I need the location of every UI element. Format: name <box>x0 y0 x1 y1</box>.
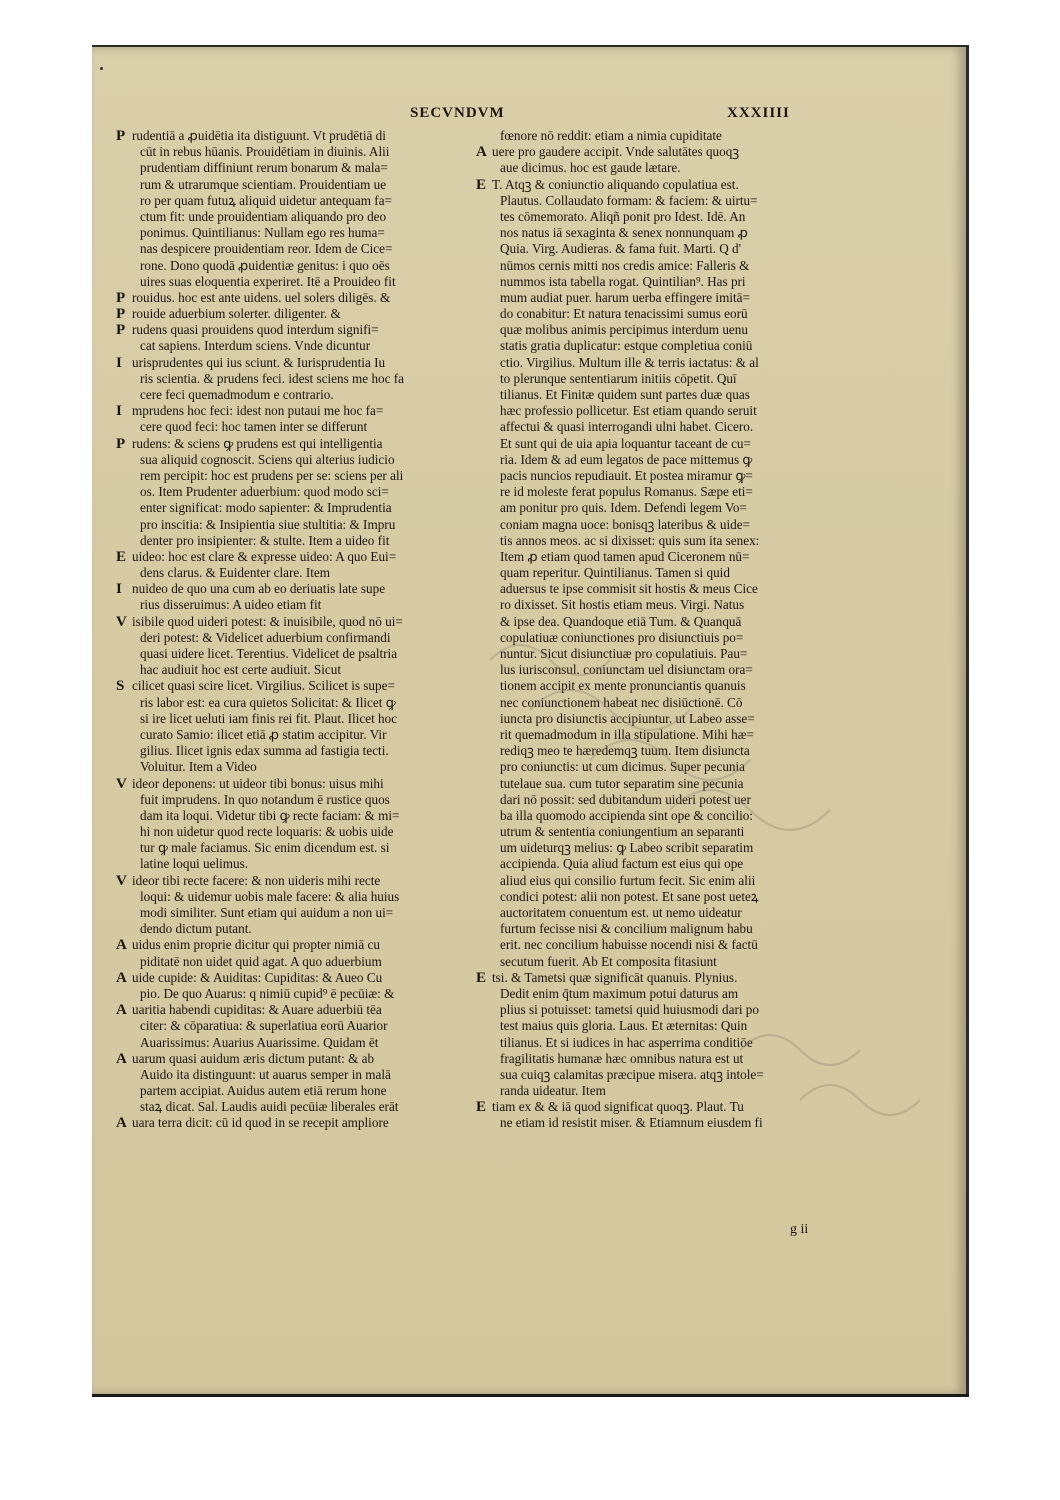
line-text: rem percipit: hoc est prudens per se: sciens per ali <box>140 467 404 483</box>
line-text: ro per quam futuꝝ aliquid uidetur antequam fa= <box>140 192 392 208</box>
text-line <box>480 193 845 209</box>
line-text: tilianus. Et si iudices in hac asperrima conditiōe <box>500 1034 753 1050</box>
line-text: am ponitur pro quis. Idem. Defendi legem Vo= <box>500 500 747 516</box>
text-line <box>116 322 482 339</box>
paragraph-initial: A <box>116 1115 127 1132</box>
text-line <box>120 824 482 840</box>
line-text: hæc professio pollicetur. Est etiam quando seruit <box>500 403 757 419</box>
text-line <box>480 921 845 937</box>
text-line <box>120 177 482 193</box>
line-text: nūmos cernis mitti nos credis amice: Falleris & <box>500 257 750 273</box>
text-line <box>116 354 482 371</box>
line-text: um uideturqꝫ melius: ꝙ Labeo scribit separatim <box>500 840 754 856</box>
text-line <box>480 873 845 889</box>
line-text: lus iurisconsul. coniunctam uel disiunctam ora= <box>500 662 753 678</box>
line-text: Auarissimus: Auarius Auarissime. Quidam ēt <box>140 1034 379 1050</box>
text-line <box>116 403 482 420</box>
line-text: tis annos meos. ac si dixisset: quis sum ita senex: <box>500 532 760 548</box>
line-text: furtum fecisse nisi & concilium malignum habu <box>500 921 753 937</box>
line-text: do conabitur: Et natura tenacissimi sumus eorū <box>500 306 748 322</box>
paragraph-initial: A <box>116 1050 127 1067</box>
text-line <box>120 954 482 970</box>
text-line <box>120 630 482 646</box>
text-line <box>480 581 845 597</box>
line-text: rouide aduerbium solerter. diligenter. & <box>132 306 341 322</box>
text-line <box>120 856 482 872</box>
text-line <box>480 954 845 970</box>
text-line <box>480 128 845 144</box>
text-line <box>480 419 845 435</box>
text-line <box>120 1067 482 1083</box>
line-text: accipienda. Quia aliud factum est eius qui ope <box>500 856 744 872</box>
text-line <box>480 905 845 921</box>
line-text: Auido ita distinguunt: ut auarus semper in malā <box>140 1066 391 1082</box>
paragraph-initial: P <box>116 322 126 339</box>
text-line <box>120 840 482 856</box>
text-line <box>116 678 482 695</box>
paragraph-initial: A <box>116 969 127 986</box>
text-line <box>120 500 482 516</box>
line-text: nuideo de quo una cum ab eo deriuatis late supe <box>132 581 386 597</box>
line-text: loqui: & uidemur uobis male facere: & alia huius <box>140 888 400 904</box>
line-text: citer: & cōparatiua: & superlatiua eorū Auarior <box>140 1018 388 1034</box>
line-text: curato Samio: ilicet etiā ꝓ statim accipitur. Vir <box>140 726 387 742</box>
line-text: rone. Dono quodā ꝓuidentiæ genitus: i quo oēs <box>140 257 390 273</box>
text-line <box>120 241 482 257</box>
text-line <box>116 937 482 954</box>
line-text: quæ molibus animis percipimus interdum uenu <box>500 322 748 338</box>
ink-speck <box>100 67 103 70</box>
line-text: nec coniunctionem habeat nec disiūctionē. Cō <box>500 694 743 710</box>
line-text: Quia. Virg. Audieras. & fama fuit. Marti. Q d' <box>500 241 741 257</box>
line-text: aue dicimus. hoc est gaude lætare. <box>500 160 681 176</box>
line-text: mum audiat puer. harum uerba effingere imitā= <box>500 289 750 305</box>
text-line <box>120 727 482 743</box>
line-text: rudentiā a ꝓuidētia ita distiguunt. Vt prudētiā di <box>132 128 386 143</box>
line-text: copulatiuæ coniunctiones pro disiunctiuis po= <box>500 629 744 645</box>
paragraph-initial: P <box>116 289 126 306</box>
text-line <box>480 322 845 338</box>
text-line <box>120 258 482 274</box>
paragraph-initial: V <box>116 872 127 889</box>
text-line <box>116 1115 482 1132</box>
text-line <box>120 808 482 824</box>
text-line <box>480 484 845 500</box>
line-text: & ipse dea. Quandoque etiā Tum. & Quanquā <box>500 613 742 629</box>
text-line <box>116 969 482 986</box>
text-line <box>120 711 482 727</box>
text-line <box>120 452 482 468</box>
text-line <box>120 1099 482 1115</box>
text-line <box>120 144 482 160</box>
line-text: uidus enim proprie dicitur qui propter nimiā cu <box>132 937 380 953</box>
text-line <box>120 662 482 678</box>
watermark-stamp <box>470 600 900 860</box>
text-line <box>480 241 845 257</box>
line-text: aliud eius qui consilio furtum fecit. Sic enim alii <box>500 872 756 888</box>
text-line <box>120 387 482 403</box>
line-text: rum & utrarumque scientiam. Prouidentiam ue <box>140 176 387 192</box>
line-text: ideor deponens: ut uideor tibi bonus: uisus mihi <box>132 775 384 791</box>
paragraph-initial: S <box>116 678 125 695</box>
text-line <box>120 225 482 241</box>
text-line <box>480 209 845 225</box>
paragraph-initial: E <box>476 1099 487 1116</box>
line-text: nuntur. Sicut disiunctiuæ pro copulatiuis. Pau= <box>500 646 748 661</box>
text-line <box>120 338 482 354</box>
line-text: affectui & quasi interrogandi ulni habet. Cicero. <box>500 419 754 435</box>
line-text: erit. nec concilium habuisse nocendi nisi & factū <box>500 937 758 953</box>
text-line <box>480 258 845 274</box>
line-text: cilicet quasi scire licet. Virgilius. Scilicet is supe= <box>132 678 395 694</box>
text-line <box>476 969 845 986</box>
line-text: fœnore nō reddit: etiam a nimia cupiditate <box>500 128 722 143</box>
line-text: secutum fuerit. Ab Et composita fitasiunt <box>500 953 717 969</box>
paragraph-initial: P <box>116 128 126 144</box>
text-line <box>480 403 845 419</box>
line-text: nas despicere prouidentiam reor. Idem de Cice= <box>140 241 393 257</box>
text-line <box>116 128 482 144</box>
text-line <box>120 1035 482 1051</box>
line-text: prudentiam diffiniunt rerum bonarum & mala= <box>140 160 388 176</box>
text-line <box>480 986 845 1002</box>
signature-mark: g ii <box>790 1222 809 1237</box>
text-line <box>120 646 482 662</box>
line-text: tilianus. Et Finitæ quidem sunt partes duæ quas <box>500 387 750 402</box>
line-text: Voluitur. Item a Video <box>140 759 257 775</box>
watermark-stamp-lower <box>720 1010 960 1150</box>
line-text: ris scientia. & prudens feci. idest sciens me hoc fa <box>140 370 405 386</box>
line-text: fuit imprudens. In quo notandum ē rustice quos <box>140 791 390 807</box>
text-line <box>480 355 845 371</box>
text-line <box>120 274 482 290</box>
line-text: iuncta pro disiunctis accipiuntur. ut Labeo asse= <box>500 710 755 726</box>
paragraph-initial: I <box>116 403 122 420</box>
text-line <box>120 484 482 500</box>
text-line <box>116 435 482 452</box>
line-text: ris labor est: ea cura quietos Solicitat: & Ilicet ꝙ <box>140 694 396 710</box>
line-text: rius disseruimus: A uideo etiam fit <box>140 597 322 613</box>
line-text: tiam ex & & iā quod significat quoqꝫ. Plaut. Tu <box>492 1099 744 1115</box>
line-text: pro inscitia: & Insipientia siue stultitia: & Impru <box>140 516 396 532</box>
line-text: sua aliquid cognoscit. Sciens qui alterius iudicio <box>140 451 395 467</box>
paragraph-initial: E <box>476 969 487 986</box>
text-line <box>480 436 845 452</box>
left-text-column <box>116 128 482 1132</box>
line-text: uires suas eloquentia experiret. Itē a Prouideo fit <box>140 273 396 289</box>
line-text: Item ꝓ etiam quod tamen apud Ciceronem nū= <box>500 548 750 564</box>
line-text: modi similiter. Sunt etiam qui auidum a non ui= <box>140 905 394 920</box>
text-line <box>480 549 845 565</box>
line-text: T. Atqꝫ & coniunctio aliquando copulatiua est. <box>492 176 739 192</box>
text-line <box>120 759 482 775</box>
line-text: si ire licet ueluti iam finis rei fit. Plaut. Ilicet hoc <box>140 710 398 726</box>
text-line <box>116 1002 482 1019</box>
line-text: tutelaue sua. cum tutor separatim sine pecunia <box>500 775 744 791</box>
line-text: nummos ista tabella rogat. Quintilian⁹. Has pri <box>500 273 746 289</box>
line-text: piditatē non uidet quid agat. A quo aduerbium <box>140 953 382 969</box>
line-text: gilius. Ilicet ignis edax summa ad fastigia tecti. <box>140 743 389 759</box>
line-text: ponimus. Quintilianus: Nullam ego res huma= <box>140 225 385 241</box>
text-line <box>480 274 845 290</box>
text-line <box>480 468 845 484</box>
text-line <box>480 290 845 306</box>
line-text: pio. De quo Auarus: q nimiū cupid⁹ ē pecūiæ: & <box>140 985 395 1001</box>
text-line <box>120 889 482 905</box>
text-line <box>116 548 482 565</box>
text-line <box>480 565 845 581</box>
text-line <box>480 225 845 241</box>
text-line <box>480 889 845 905</box>
text-line <box>120 743 482 759</box>
text-line <box>480 306 845 322</box>
line-text: ba illa quomodo accipienda sint ope & concilio: <box>500 807 754 823</box>
text-line <box>120 371 482 387</box>
text-line <box>480 937 845 953</box>
line-text: urisprudentes qui ius sciunt. & Iurisprudentia Iu <box>132 354 386 370</box>
text-line <box>120 905 482 921</box>
line-text: cere quod feci: hoc tamen inter se differunt <box>140 419 368 435</box>
line-text: nos natus iā sexaginta & senex nonnunquam ꝓ <box>500 225 748 241</box>
line-text: ctum fit: unde prouidentiam aliquando pro deo <box>140 208 387 224</box>
text-line <box>120 986 482 1002</box>
line-text: ro dixisset. Sit hostis etiam meus. Virgi. Natus <box>500 597 745 613</box>
text-line <box>480 517 845 533</box>
text-line <box>120 597 482 613</box>
line-text: dari nō possit: sed dubitandum uideri potest uer <box>500 791 751 807</box>
line-text: pacis nuncios repudiauit. Et postea miramur ꝙ= <box>500 467 753 483</box>
text-line <box>120 468 482 484</box>
line-text: Dedit enim q̄tum maximum potui daturus am <box>500 985 739 1001</box>
line-text: partem accipiat. Auidus autem etiā rerum hone <box>140 1083 387 1099</box>
line-text: quasi uidere licet. Terentius. Videlicet de psaltria <box>140 646 398 661</box>
line-text: to plerunque sententiarum initiis cōpetit. Quī <box>500 370 737 386</box>
line-text: sua cuiqꝫ calamitas præcipue misera. atqꝫ intole= <box>500 1066 764 1082</box>
running-head-title: SECVNDVM <box>410 105 505 121</box>
text-line <box>480 533 845 549</box>
line-text: uere pro gaudere accipit. Vnde salutātes quoqꝫ <box>492 144 740 160</box>
text-line <box>116 581 482 598</box>
text-line <box>480 452 845 468</box>
line-text: latine loqui uelimus. <box>140 856 249 872</box>
text-line <box>480 338 845 354</box>
text-line <box>480 371 845 387</box>
line-text: statis gratia duplicatur: estque completiua coniū <box>500 338 753 354</box>
line-text: cere feci quemadmodum e contrario. <box>140 387 334 402</box>
line-text: ctio. Virgilius. Multum ille & terris iactatus: & al <box>500 354 759 370</box>
line-text: rouidus. hoc est ante uidens. uel solers diligēs. & <box>132 289 391 305</box>
line-text: re id moleste ferat populus Romanus. Sæpe eti= <box>500 484 753 500</box>
line-text: pro coniunctis: ut cum dicimus. Super pecunia <box>500 759 746 775</box>
line-text: dam ita loqui. Videtur tibi ꝙ recte faciam: & mi= <box>140 807 400 823</box>
line-text: tur ꝙ male faciamus. Sic enim dicendum est. si <box>140 840 390 856</box>
text-line <box>116 872 482 889</box>
text-line <box>480 500 845 516</box>
line-text: uara terra dicit: cū id quod in se recepit ampliore <box>132 1115 389 1131</box>
line-text: Plautus. Collaudato formam: & faciem: & uirtu= <box>500 192 758 208</box>
text-line <box>120 193 482 209</box>
paragraph-initial: V <box>116 613 127 630</box>
line-text: isibile quod uideri potest: & inuisibile, quod nō ui= <box>132 613 403 629</box>
line-text: cat sapiens. Interdum sciens. Vnde dicuntur <box>140 338 371 354</box>
line-text: cūt in rebus hūanis. Prouidētiam in diuinis. Alii <box>140 144 390 160</box>
text-line <box>120 1018 482 1034</box>
line-text: deri potest: & Videlicet aduerbium confirmandi <box>140 629 391 645</box>
text-line <box>120 209 482 225</box>
line-text: dendo dictum putant. <box>140 921 252 937</box>
line-text: condici potest: alii non potest. Et sane post ueteꝝ <box>500 888 759 904</box>
line-text: ria. Idem & ad eum legatos de pace mittemus ꝙ <box>500 451 753 467</box>
folio-number: XXXIIII <box>727 105 790 121</box>
paragraph-initial: E <box>116 548 127 565</box>
text-line <box>476 176 845 193</box>
line-text: uarum quasi auidum æris dictum putant: & ab <box>132 1050 375 1066</box>
text-line <box>116 306 482 323</box>
text-line <box>120 419 482 435</box>
line-text: staꝝ dicat. Sal. Laudis auidi pecūiæ liberales erāt <box>140 1099 399 1115</box>
line-text: uide cupide: & Auiditas: Cupiditas: & Aueo Cu <box>132 969 383 985</box>
line-text: auctoritatem conuentum est. ut nemo uideatur <box>500 905 742 920</box>
line-text: plius si potuisset: tametsi quid huiusmodi dari po <box>500 1002 759 1018</box>
text-line <box>116 613 482 630</box>
line-text: dens clarus. & Euidenter clare. Item <box>140 565 331 581</box>
paragraph-initial: A <box>476 144 487 161</box>
line-text: enter significat: modo sapienter: & Imprudentia <box>140 500 392 516</box>
line-text: aduersus te ipse commisit sit hostis & meus Cice <box>500 581 758 597</box>
line-text: rediqꝫ meo te hæredemqꝫ tuum. Item disiuncta <box>500 743 750 759</box>
text-line <box>120 921 482 937</box>
paragraph-initial: V <box>116 775 127 792</box>
paragraph-initial: P <box>116 306 126 323</box>
line-text: rit quemadmodum in illa stipulatione. Mihi hæ= <box>500 726 754 742</box>
line-text: rudens quasi prouidens quod interdum signifi= <box>132 322 379 338</box>
paragraph-initial: A <box>116 1002 127 1019</box>
line-text: ne etiam id resistit miser. & Etiamnum eiusdem fi <box>500 1115 763 1131</box>
text-line <box>116 289 482 306</box>
line-text: hi non uidetur quod recte loquaris: & uobis uide <box>140 824 394 840</box>
scan-bottom-edge <box>92 1394 969 1397</box>
text-line <box>120 533 482 549</box>
text-line <box>120 1083 482 1099</box>
text-line <box>120 160 482 176</box>
text-line <box>120 517 482 533</box>
text-line <box>116 775 482 792</box>
line-text: randa uideatur. Item <box>500 1083 606 1099</box>
text-line <box>476 144 845 161</box>
text-line <box>116 1050 482 1067</box>
line-text: test maius quis gloria. Laus. Et æternitas: Quin <box>500 1018 748 1034</box>
line-text: uideo: hoc est clare & expresse uideo: A quo Eui= <box>132 548 397 564</box>
text-line <box>480 387 845 403</box>
line-text: hac audiuit hoc est certe audiuit. Sicut <box>140 662 342 678</box>
line-text: coniam magna uoce: bonisqꝫ lateribus & uide= <box>500 516 751 532</box>
paragraph-initial: E <box>476 176 487 193</box>
line-text: utrum & sententia coniungentium an separanti <box>500 824 745 840</box>
line-text: os. Item Prudenter aduerbium: quod modo sci= <box>140 484 389 500</box>
paragraph-initial: A <box>116 937 127 954</box>
line-text: Et sunt qui de uia apia loquantur taceant de cu= <box>500 435 751 451</box>
paragraph-initial: I <box>116 581 122 598</box>
text-line <box>120 792 482 808</box>
line-text: denter pro insipienter: & stulte. Item a uideo fit <box>140 532 390 548</box>
paragraph-initial: I <box>116 354 122 371</box>
text-line <box>480 160 845 176</box>
line-text: fragilitatis humanæ hæc omnibus natura est ut <box>500 1050 744 1066</box>
text-line <box>120 565 482 581</box>
line-text: uaritia habendi cupiditas: & Auare aduerbiū tēa <box>132 1002 382 1018</box>
paragraph-initial: P <box>116 435 126 452</box>
line-text: tes cōmemorato. Aliqñ ponit pro Idest. Idē. An <box>500 208 746 224</box>
line-text: quam reperitur. Quintilianus. Tamen si quid <box>500 565 730 581</box>
text-line <box>120 695 482 711</box>
line-text: tionem accipit ex mente pronunciantis quanuis <box>500 678 746 694</box>
line-text: rudens: & sciens ꝙ prudens est qui intelligentia <box>132 435 383 451</box>
line-text: tsi. & Tametsi quæ significāt quanuis. Plynius. <box>492 969 738 985</box>
line-text: mprudens hoc feci: idest non putaui me hoc fa= <box>132 403 384 419</box>
line-text: ideor tibi recte facere: & non uideris mihi recte <box>132 872 381 888</box>
